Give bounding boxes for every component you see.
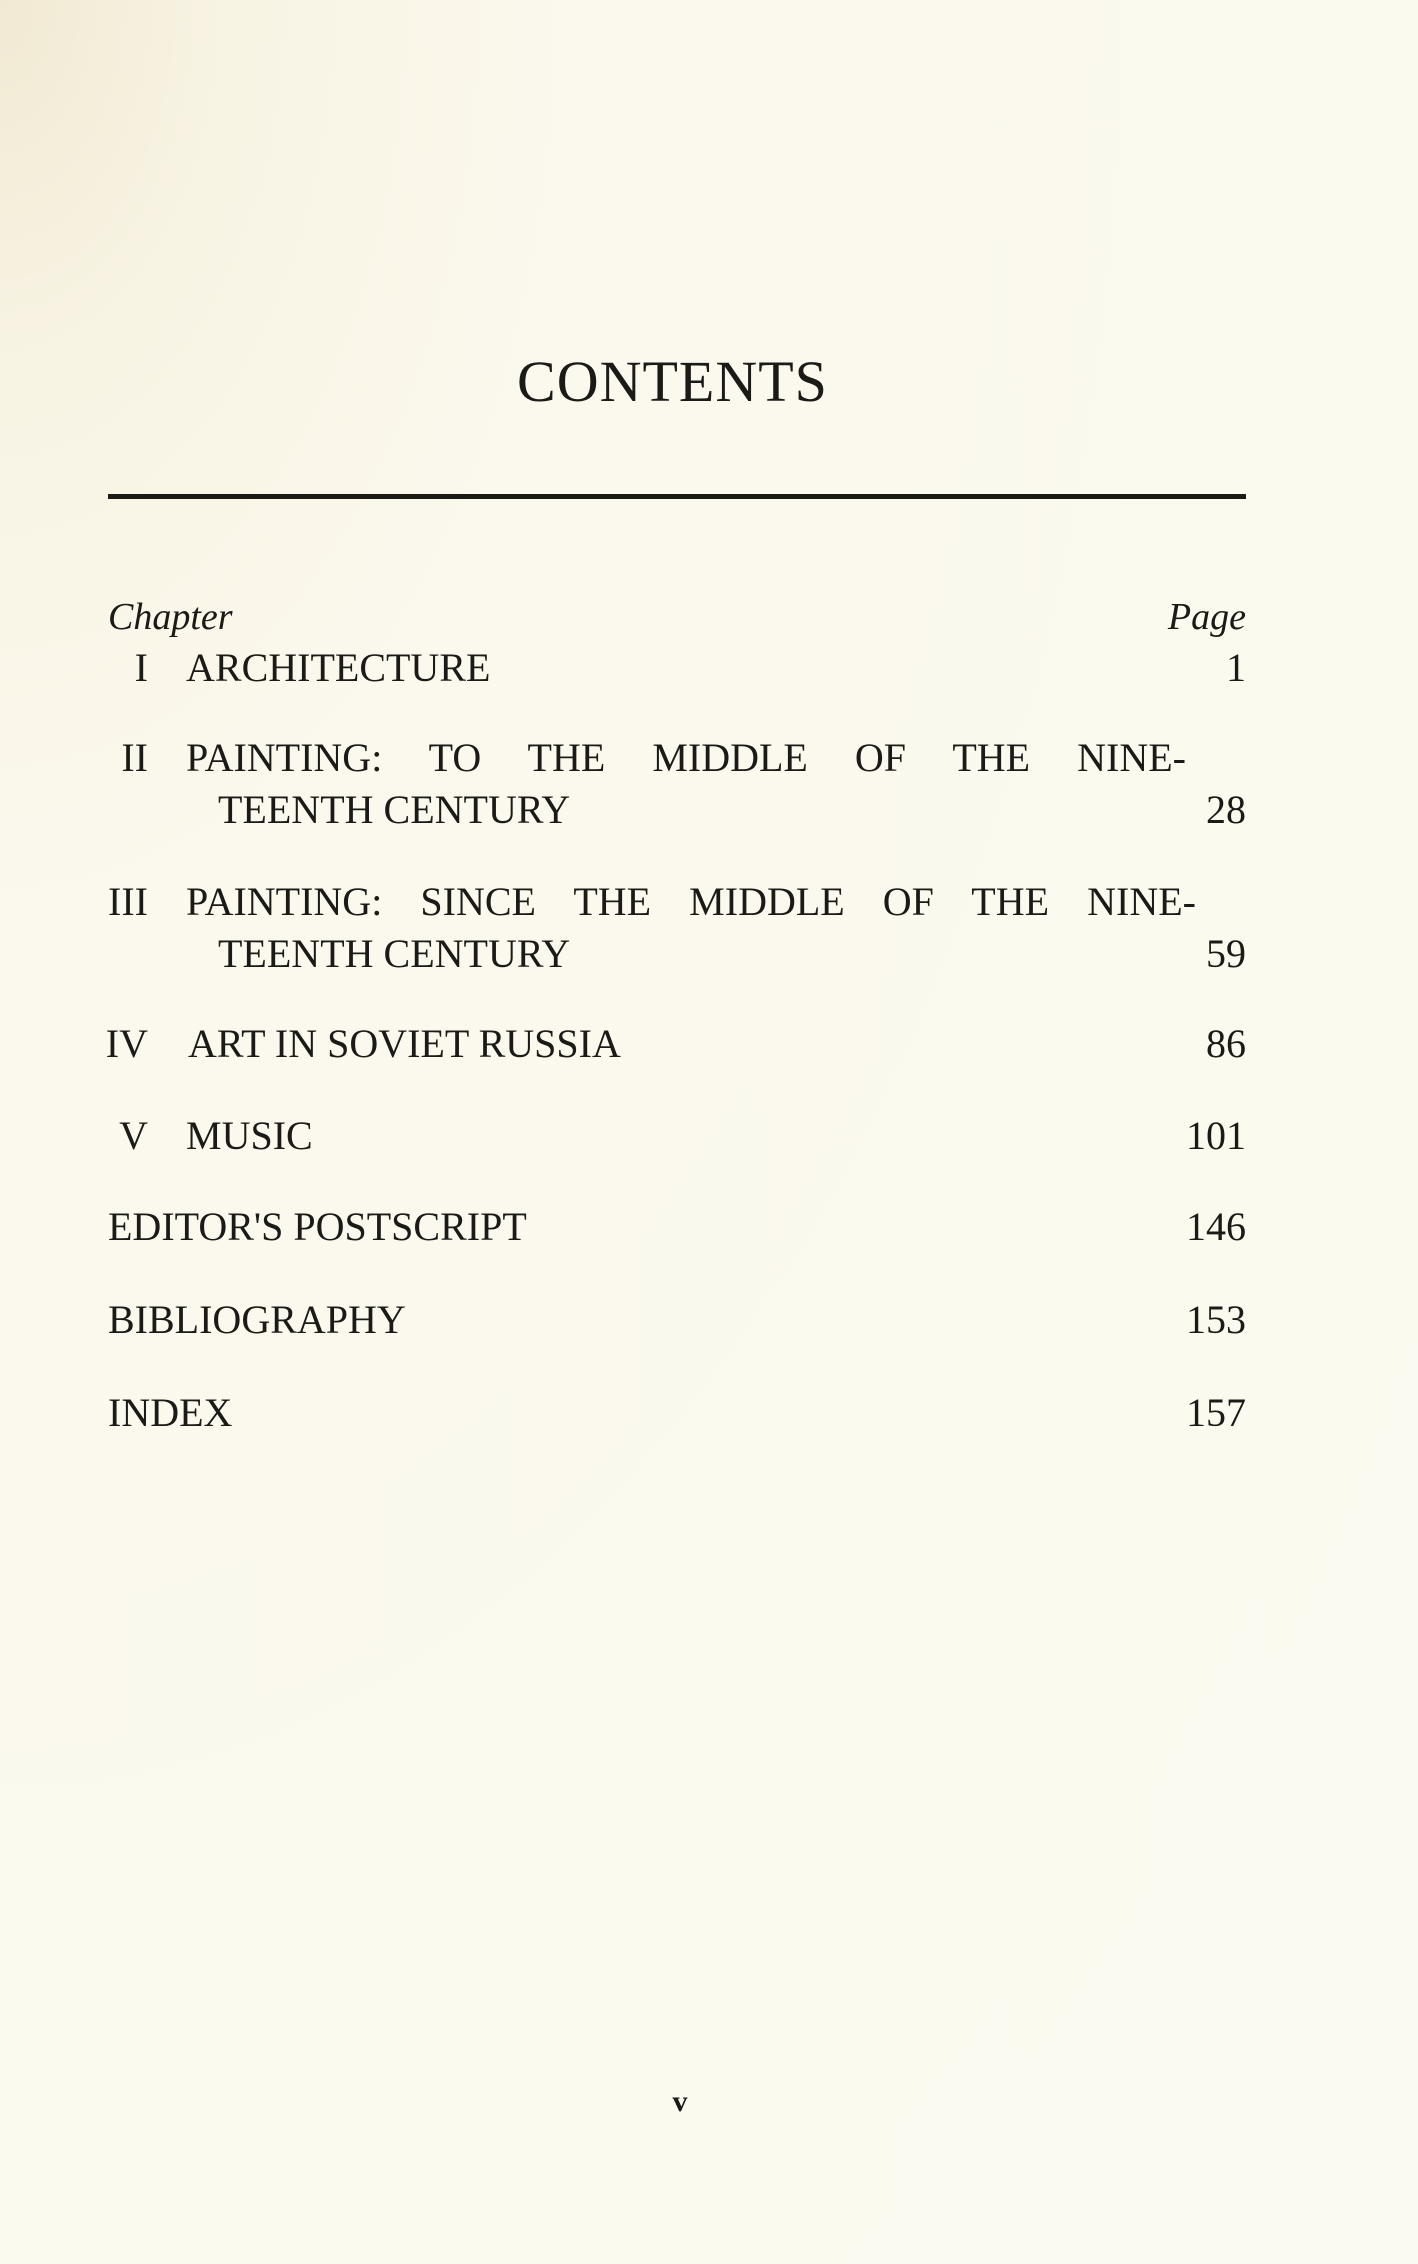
toc-entry-editors-postscript — [108, 1202, 1246, 1252]
section-title: INDEX — [108, 1390, 233, 1435]
page-number: 28 — [1206, 787, 1246, 832]
chapter-title-line-2: TEENTH CENTURY — [218, 931, 571, 976]
chapter-title-line-1: PAINTING: SINCE THE MIDDLE OF THE NINE- — [186, 879, 1196, 924]
page-folio: v — [672, 2085, 688, 2118]
chapter-title: ART IN SOVIET RUSSIA — [188, 1021, 621, 1066]
toc-entry-bibliography — [108, 1295, 1246, 1345]
section-title: BIBLIOGRAPHY — [108, 1297, 406, 1342]
chapter-number: III — [108, 879, 148, 924]
chapter-number: IV — [105, 1021, 148, 1066]
page-column-header: Page — [1167, 596, 1246, 638]
page-number: 1 — [1226, 645, 1246, 690]
chapter-number: I — [134, 645, 148, 690]
chapter-title-line-2: TEENTH CENTURY — [218, 787, 571, 832]
title-rule — [108, 494, 1246, 499]
page-title: CONTENTS — [517, 349, 828, 414]
chapter-title: MUSIC — [186, 1113, 313, 1158]
section-title: EDITOR'S POSTSCRIPT — [108, 1204, 527, 1249]
chapter-column-header: Chapter — [108, 596, 233, 638]
chapter-title: ARCHITECTURE — [186, 645, 491, 690]
chapter-number: II — [121, 735, 148, 780]
page-number: 101 — [1186, 1113, 1246, 1158]
page-number: 146 — [1186, 1204, 1246, 1249]
page-number: 153 — [1186, 1297, 1246, 1342]
page-number: 86 — [1206, 1021, 1246, 1066]
page-number: 157 — [1186, 1390, 1246, 1435]
chapter-title-line-1: PAINTING: TO THE MIDDLE OF THE NINE- — [186, 735, 1186, 780]
page-number: 59 — [1206, 931, 1246, 976]
toc-entry-index — [108, 1388, 1246, 1438]
chapter-number: V — [119, 1113, 148, 1158]
